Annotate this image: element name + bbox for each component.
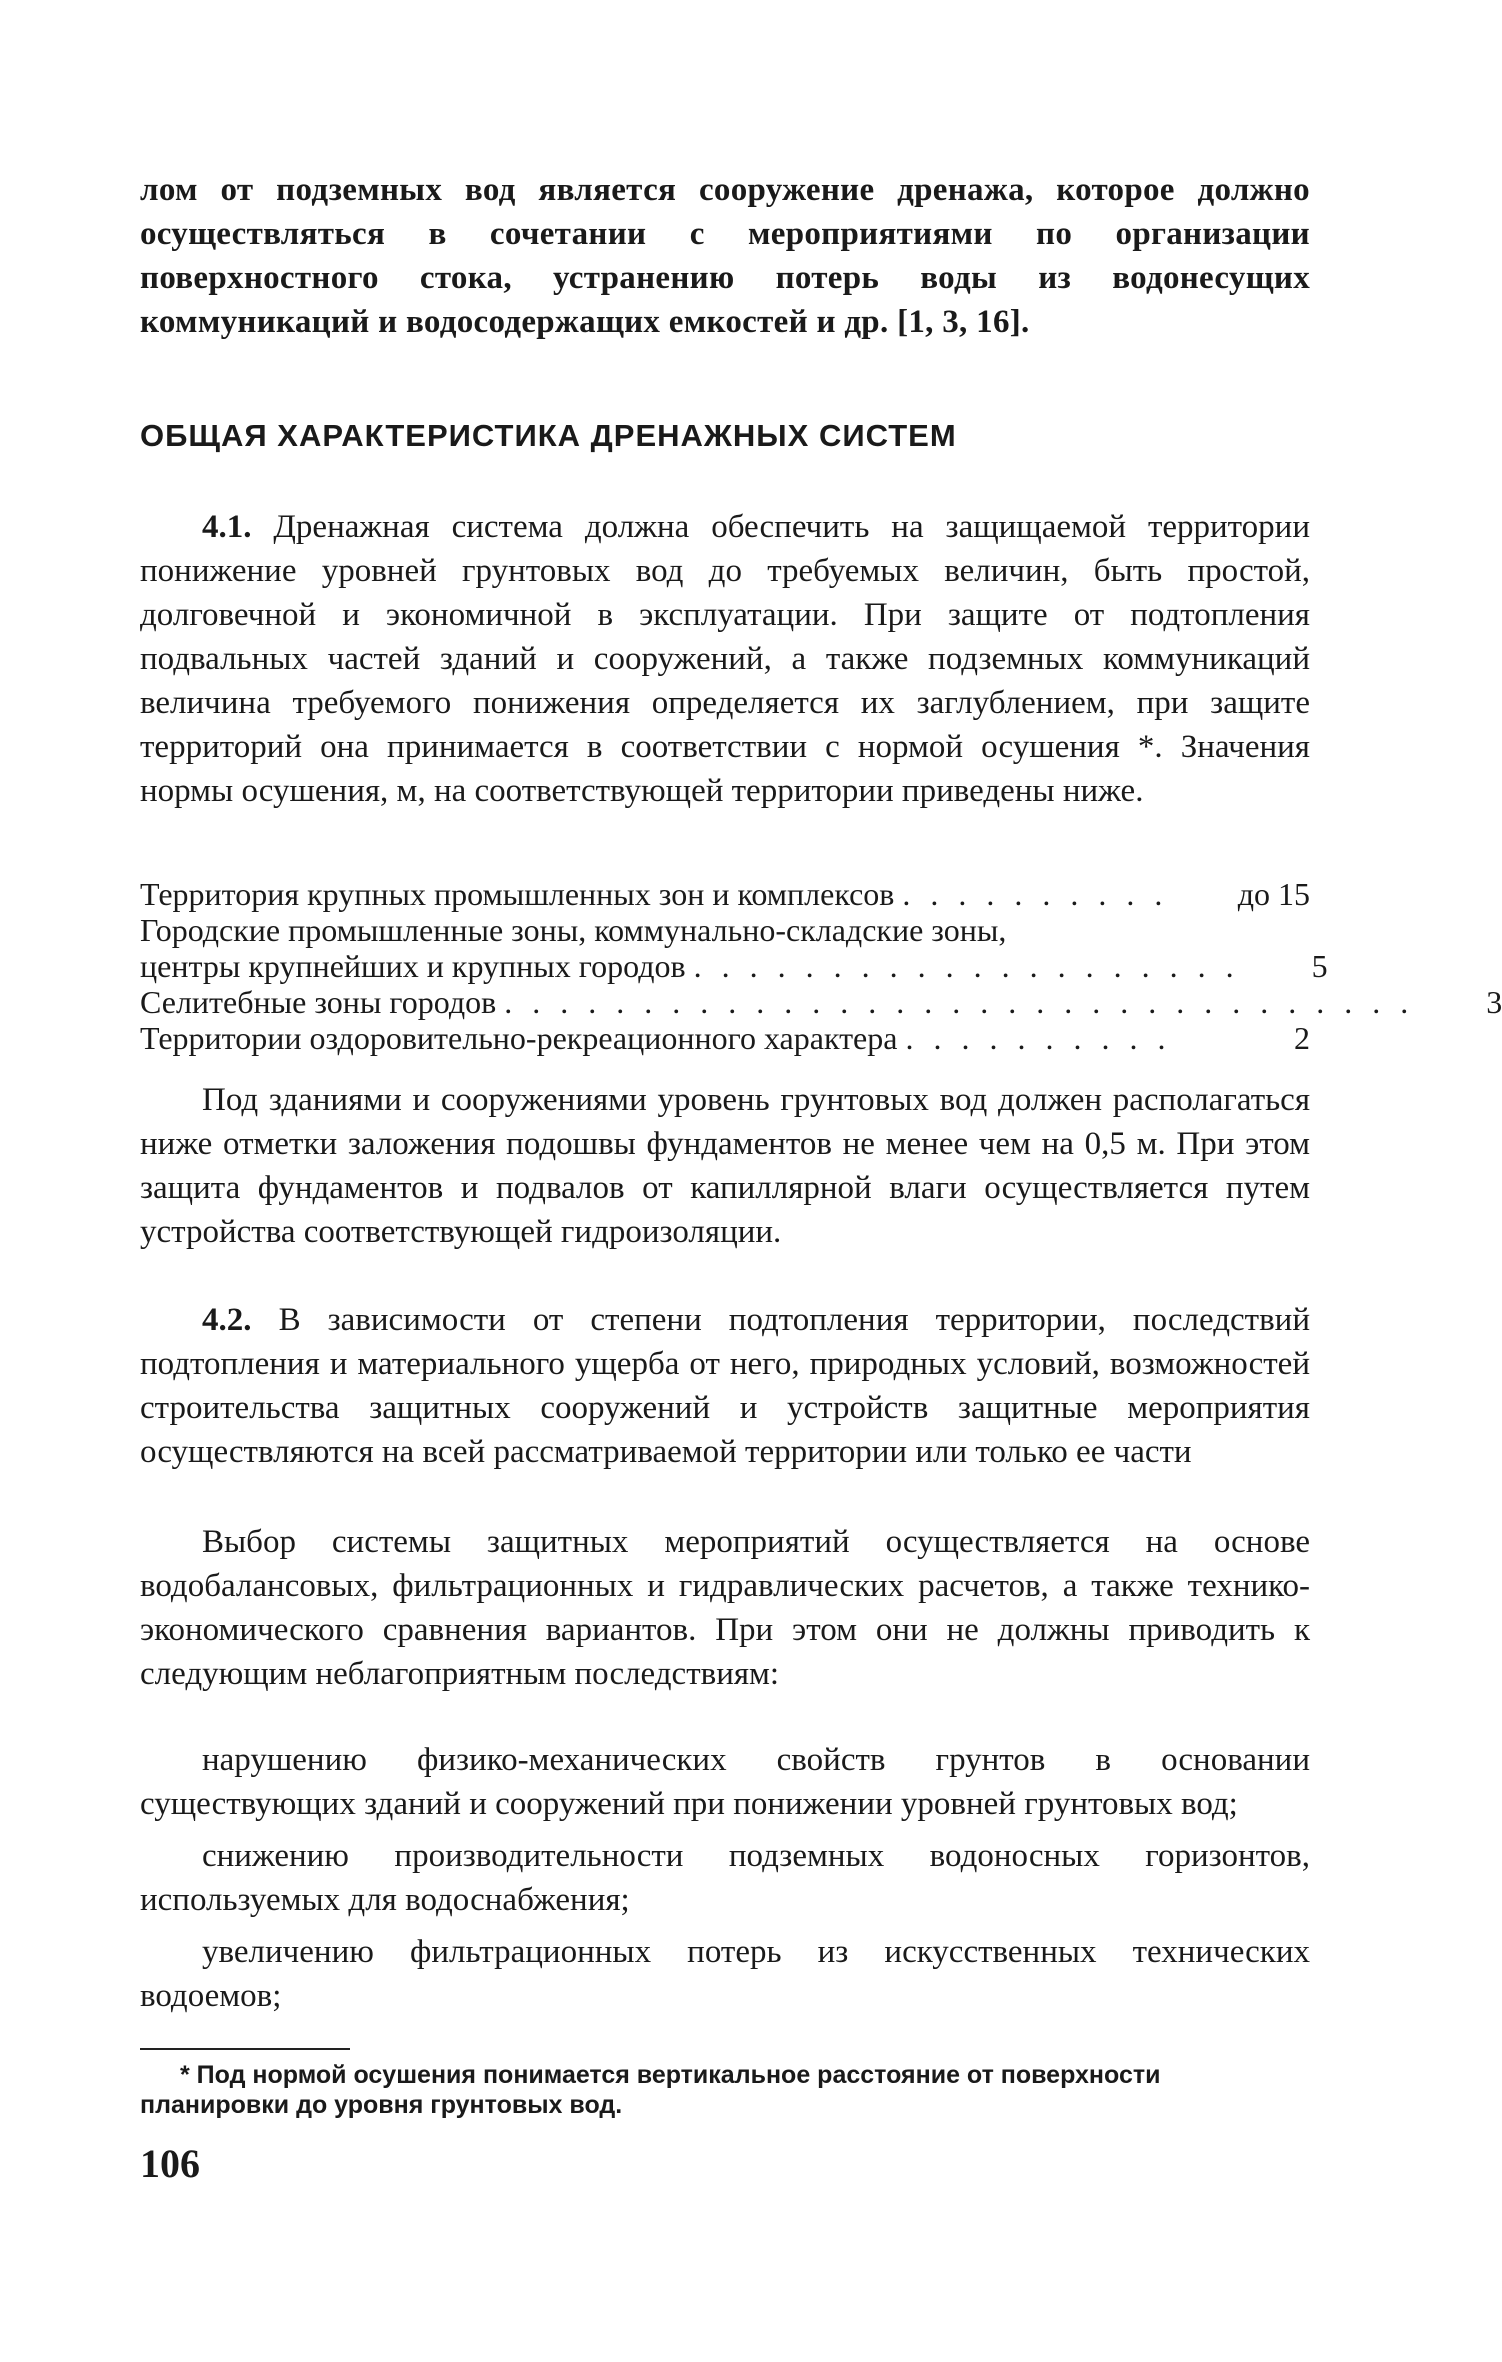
list-item: снижению производительности подземных водоносных горизонтов, используемых для водоснабжения; [140,1838,1310,1918]
consequences-list [140,1738,1310,2018]
choice-paragraph: Выбор системы защитных мероприятий осуществляется на основе водобалансовых, фильтрационных и гидравлических расчетов, а также технико-экономического сравнения вариантов. При этом они не должны приводить к следующим неблагоприятным последствиям: [140,1524,1310,1692]
list-item: увеличению фильтрационных потерь из искусственных технических водоемов; [140,1934,1310,2014]
clause-4-1 [140,505,1310,813]
norm-row: Территории оздоровительно-рекреационного характера . . . . . . . . . . 2 [140,1020,1310,1056]
norm-row: Территория крупных промышленных зон и комплексов . . . . . . . . . . до 15 [140,876,1310,912]
clause-number: 4.1. [202,509,252,545]
section-heading: ОБЩАЯ ХАРАКТЕРИСТИКА ДРЕНАЖНЫХ СИСТЕМ [140,418,957,453]
norm-row: центры крупнейших и крупных городов . . . . . . . . . . . . . . . . . . . . 5 [140,948,1328,984]
norm-row: Селитебные зоны городов . . . . . . . . . . . . . . . . . . . . . . . . . . . . . . . . . 3 [140,984,1502,1020]
page-number: 106 [140,2141,200,2186]
clause-number: 4.2. [202,1302,252,1338]
clause-text: Дренажная система должна обеспечить на защищаемой территории понижение уровней грунтовых вод до требуемых величин, быть простой, долговечной и экономичной в эксплуатации. При защите от подтопления подвальных частей зданий и сооружений, а также подземных коммуникаций величина требуемого понижения определяется их заглублением, при защите территорий она принимается в соответствии с нормой осушения *. Значения нормы осушения, м, на соответствующей территории приведены ниже. [140,509,1310,809]
clause-text: В зависимости от степени подтопления территории, последствий подтопления и материального ущерба от него, природных условий, возможностей строительства защитных сооружений и устройств защитные мероприятия осуществляются на всей рассматриваемой территории или только ее части [140,1302,1311,1470]
intro-paragraph: лом от подземных вод является сооружение дренажа, которое должно осуществляться в сочетании с мероприятиями по организации поверхностного стока, устранению потерь воды из водонесущих коммуникаций и водосодержащих емкостей и др. [1, 3, 16]. [140,172,1310,340]
footnote: * Под нормой осушения понимается вертикальное расстояние от поверхности планировки до уровня грунтовых вод. [140,2061,1161,2119]
clause-4-2 [140,1298,1310,1474]
drainage-norms-list [140,876,1502,1056]
footnote-rule [140,2048,350,2050]
foundations-paragraph: Под зданиями и сооружениями уровень грунтовых вод должен располагаться ниже отметки заложения подошвы фундаментов не менее чем на 0,5 м. При этом защита фундаментов и подвалов от капиллярной влаги осуществляется путем устройства соответствующей гидроизоляции. [140,1082,1310,1250]
norm-row: Городские промышленные зоны, коммунально-складские зоны, [140,912,1007,948]
list-item: нарушению физико-механических свойств грунтов в основании существующих зданий и сооружений при понижении уровней грунтовых вод; [140,1742,1310,1822]
